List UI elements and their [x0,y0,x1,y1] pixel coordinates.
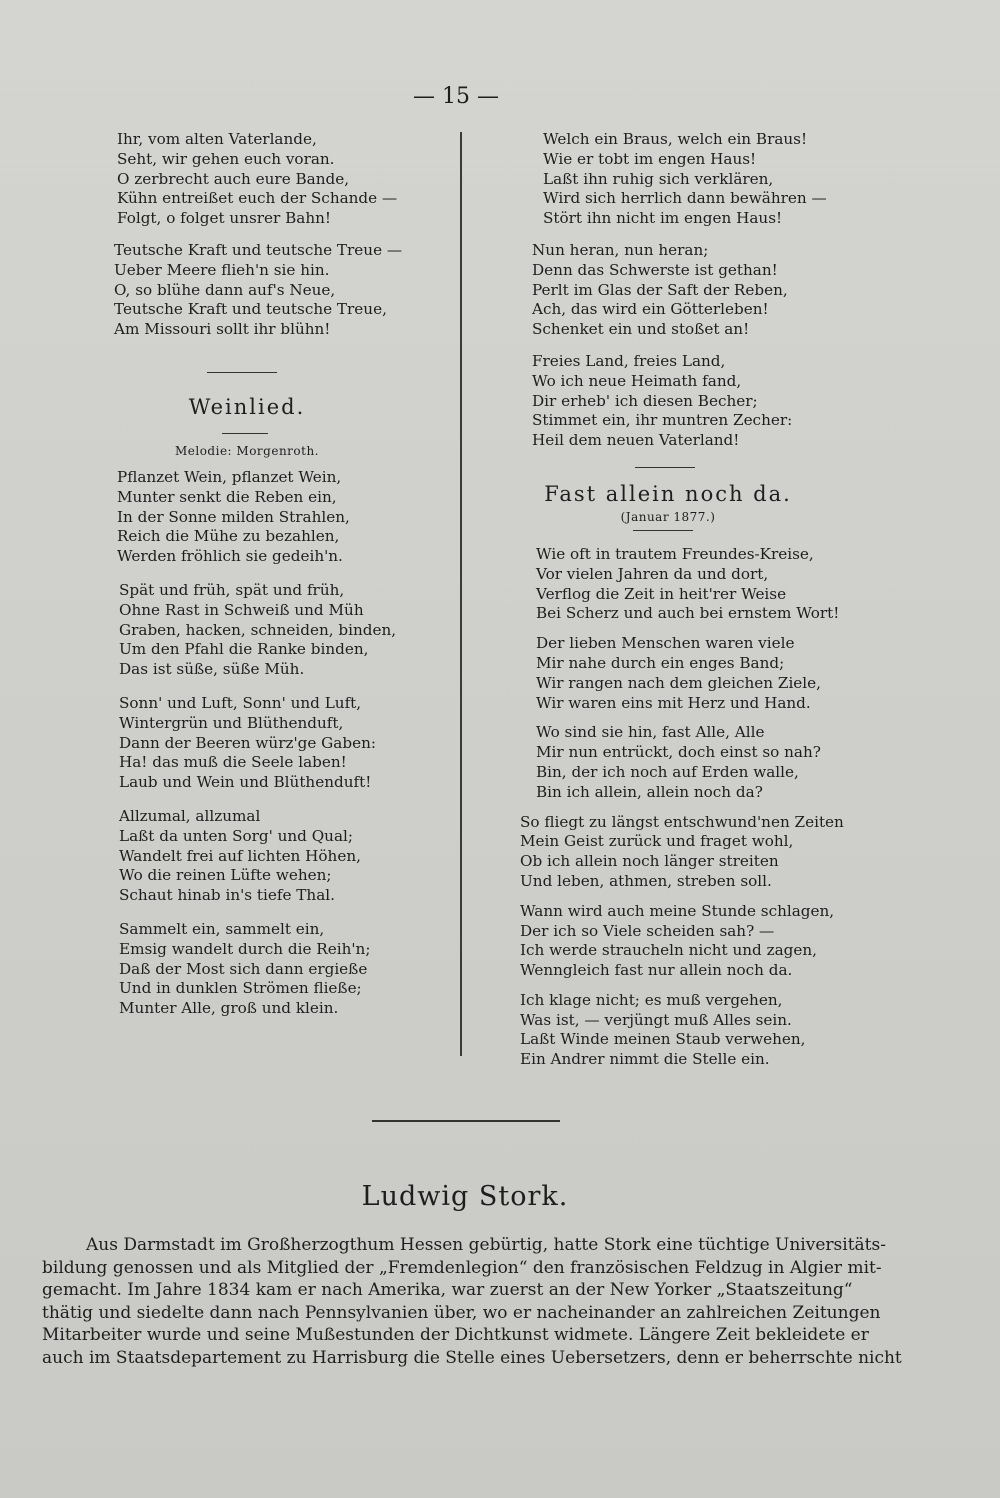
verse-line: Pflanzet Wein, pflanzet Wein, [117,467,342,486]
verse-line: Ich klage nicht; es muß vergehen, [520,990,783,1009]
verse-line: Laub und Wein und Blüthenduft! [119,773,372,792]
verse-line: Laßt ihn ruhig sich verklären, [543,169,774,188]
left-column [82,130,450,1019]
verse-line: Werden fröhlich sie gedeih'n. [117,547,343,566]
poem-1-stanza-1 [117,130,450,229]
verse-line: Perlt im Glas der Saft der Reben, [532,280,788,299]
verse-line: Stört ihn nicht im engen Haus! [543,209,783,228]
prose-line [42,1324,900,1347]
poem-2-left [107,468,450,1019]
verse-line: Verflog die Zeit in heit'rer Weise [536,584,787,603]
verse-line: Ach, das wird ein Götterleben! [532,300,769,319]
verse-line: Teutsche Kraft und teutsche Treue, [114,300,387,319]
section-rule [372,1120,560,1122]
verse-line: Wenngleich fast nur allein noch da. [520,961,793,980]
prose-line [42,1234,900,1257]
poem-1 [82,130,450,340]
poem-2-stanza-7 [532,241,828,340]
verse-line: Wird sich herrlich dann bewähren — [543,189,827,208]
verse-line: Wo ich neue Heimath fand, [532,371,742,390]
verse-line: Wir waren eins mit Herz und Hand. [536,693,811,712]
verse-line: Wie oft in trautem Freundes-Kreise, [536,544,814,563]
poem-title: Weinlied. [188,394,306,419]
poem-3 [498,544,844,1070]
biography-title: Ludwig Stork. [361,1181,569,1212]
verse-line: Sammelt ein, sammelt ein, [119,919,325,938]
section-divider [635,467,695,468]
prose-line [42,1279,900,1302]
verse-line: Wann wird auch meine Stunde schlagen, [520,901,835,920]
prose-line-text: Aus Darmstadt im Großherzogthum Hessen gebürtig, hatte Stork eine tüchtige Universitäts- [86,1235,886,1255]
verse-line: Wandelt frei auf lichten Höhen, [119,846,361,865]
poem-3-stanza-4 [520,812,844,892]
verse-line: Mir nun entrückt, doch einst so nah? [536,743,821,762]
verse-line: Schaut hinab in's tiefe Thal. [119,886,335,905]
poem-2-stanza-1 [117,468,450,567]
verse-line: Munter senkt die Reben ein, [117,487,337,506]
verse-line: Reich die Mühe zu bezahlen, [117,527,340,546]
verse-line: Wie er tobt im engen Haus! [543,149,757,168]
verse-line: Schenket ein und stoßet an! [532,320,750,339]
verse-line: Folgt, o folget unsrer Bahn! [117,209,331,228]
verse-line: Mir nahe durch ein enges Band; [536,653,785,672]
verse-line: Der ich so Viele scheiden sah? — [520,921,775,940]
verse-line: Dann der Beeren würz'ge Gaben: [119,733,376,752]
poem-2-stanza-6 [543,130,828,229]
page-number: — 15 — [413,84,499,109]
poem-1-stanza-2 [114,241,450,340]
verse-line: Ihr, vom alten Vaterlande, [117,130,317,148]
poem-3-stanza-5 [520,901,835,981]
verse-line: Bei Scherz und auch bei ernstem Wort! [536,604,840,623]
verse-line: Und leben, athmen, streben soll. [520,871,772,890]
verse-line: Der lieben Menschen waren viele [536,634,795,653]
right-column [498,130,844,1070]
verse-line: Um den Pfahl die Ranke binden, [119,640,369,659]
prose-line-text: Mitarbeiter wurde und seine Mußestunden der Dichtkunst widmete. Längere Zeit bekleidete er [42,1325,869,1346]
verse-line: Ein Andrer nimmt die Stelle ein. [520,1050,770,1069]
poem-2-stanza-2 [119,581,450,680]
poem-2-stanza-8 [532,352,828,451]
verse-line: Ha! das muß die Seele laben! [119,753,347,772]
verse-line: Was ist, — verjüngt muß Alles sein. [520,1010,792,1029]
verse-line: Stimmet ein, ihr muntren Zecher: [532,411,793,430]
prose-line [42,1302,900,1325]
verse-line: Teutsche Kraft und teutsche Treue — [114,240,403,259]
title-rule [222,433,268,434]
poem-2-stanza-5 [119,920,450,1019]
verse-line: Daß der Most sich dann ergieße [119,959,368,978]
verse-line: Emsig wandelt durch die Reih'n; [119,939,371,958]
biography-text [42,1234,900,1370]
verse-line: Laßt Winde meinen Staub verwehen, [520,1030,806,1049]
verse-line: In der Sonne milden Strahlen, [117,507,350,526]
verse-line: Am Missouri sollt ihr blühn! [114,320,331,339]
verse-line: O zerbrecht auch eure Bande, [117,169,350,188]
verse-line: Bin ich allein, allein noch da? [536,782,763,801]
verse-line: Wo sind sie hin, fast Alle, Alle [536,723,765,742]
poem-2-stanza-4 [119,807,450,906]
verse-line: Wir rangen nach dem gleichen Ziele, [536,673,821,692]
verse-line: Heil dem neuen Vaterland! [532,431,740,450]
verse-line: Mein Geist zurück und fraget wohl, [520,832,794,851]
section-divider [207,372,277,373]
poem-3-stanza-1 [536,544,840,624]
verse-line: Denn das Schwerste ist gethan! [532,260,778,279]
poem-3-stanza-3 [536,723,828,802]
verse-line: Nun heran, nun heran; [532,240,709,259]
verse-line: Ich werde straucheln nicht und zagen, [520,941,817,960]
verse-line: Spät und früh, spät und früh, [119,580,345,599]
poem-title: Fast allein noch da. [544,481,792,506]
verse-line: Welch ein Braus, welch ein Braus! [543,130,808,148]
poem-date: (Januar 1877.) [620,509,716,524]
prose-line-text: bildung genossen und als Mitglied der „Fremdenlegion“ den französischen Feldzug in Algier mit- [42,1257,882,1278]
verse-line: Ob ich allein noch länger streiten [520,852,779,871]
verse-line: Munter Alle, groß und klein. [119,999,339,1018]
poem-2-right [498,130,828,451]
verse-line: Das ist süße, süße Müh. [119,660,305,679]
prose-line-text: gemacht. Im Jahre 1834 kam er nach Amerika, war zuerst an der New Yorker „Staatszeitung“ [42,1280,853,1301]
prose-line [42,1347,900,1370]
verse-line: Vor vielen Jahren da und dort, [536,564,769,583]
column-divider [460,132,462,1056]
verse-line: Seht, wir gehen euch voran. [117,149,335,168]
prose-line-text: auch im Staatsdepartement zu Harrisburg die Stelle eines Uebersetzers, denn er beherrschte nicht [42,1347,902,1368]
verse-line: Kühn entreißet euch der Schande — [117,189,398,208]
verse-line: Graben, hacken, schneiden, binden, [119,620,397,639]
verse-line: So fliegt zu längst entschwund'nen Zeiten [520,812,844,831]
poem-3-stanza-2 [536,634,828,713]
verse-line: Und in dunklen Strömen fließe; [119,979,362,998]
verse-line: Laßt da unten Sorg' und Qual; [119,826,353,845]
prose-line [42,1257,900,1280]
verse-line: Wintergrün und Blüthenduft, [119,713,344,732]
poem-3-stanza-6 [520,991,828,1070]
title-rule [633,530,693,531]
verse-line: Freies Land, freies Land, [532,351,726,370]
verse-line: Ohne Rast in Schweiß und Müh [119,600,364,619]
verse-line: Ueber Meere flieh'n sie hin. [114,260,330,279]
verse-line: Wo die reinen Lüfte wehen; [119,866,332,885]
prose-line-text: thätig und siedelte dann nach Pennsylvanien über, wo er nacheinander an zahlreichen Zeitungen [42,1302,881,1323]
poem-2-stanza-3 [119,694,450,793]
verse-line: Dir erheb' ich diesen Becher; [532,391,758,410]
verse-line: Allzumal, allzumal [119,806,261,825]
verse-line: Sonn' und Luft, Sonn' und Luft, [119,693,362,712]
verse-line: Bin, der ich noch auf Erden walle, [536,762,799,781]
verse-line: O, so blühe dann auf's Neue, [114,280,336,299]
melody-note: Melodie: Morgenroth. [174,443,319,458]
